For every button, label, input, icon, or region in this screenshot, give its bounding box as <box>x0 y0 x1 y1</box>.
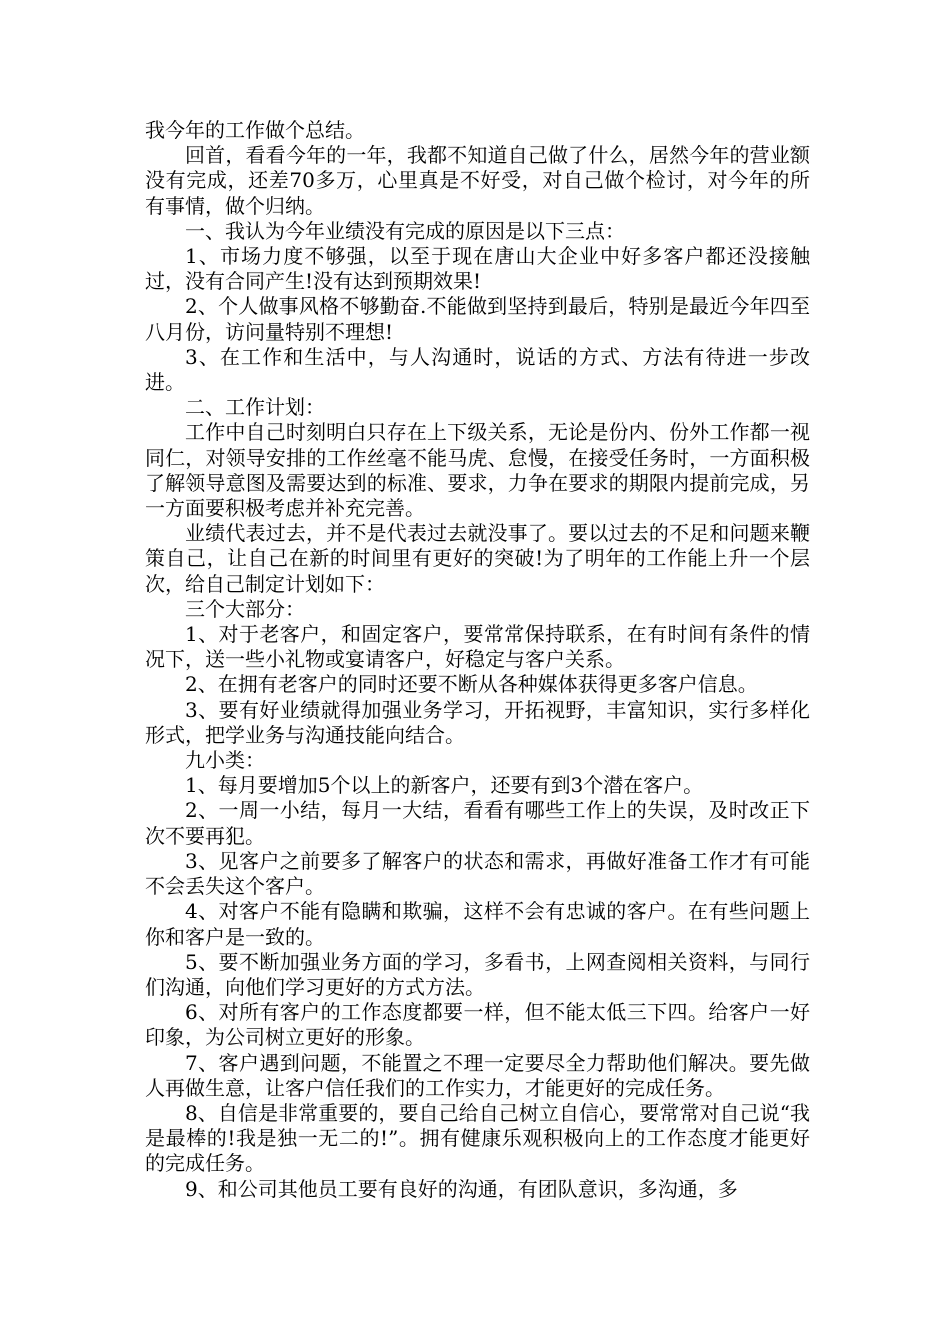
nine-item-5: 5、要不断加强业务方面的学习，多看书，上网查阅相关资料，与同行们沟通，向他们学习更好的方式方法。 <box>145 949 810 999</box>
nine-item-7: 7、客户遇到问题，不能置之不理一定要尽全力帮助他们解决。要先做人再做生意，让客户信任我们的工作实力，才能更好的完成任务。 <box>145 1050 810 1100</box>
nine-item-8: 8、自信是非常重要的，要自己给自己树立自信心，要常常对自己说“我是最棒的!我是独一无二的!”。拥有健康乐观积极向上的工作态度才能更好的完成任务。 <box>145 1100 810 1176</box>
nine-item-1: 1、每月要增加5个以上的新客户，还要有到3个潜在客户。 <box>185 773 704 798</box>
nine-item-6: 6、对所有客户的工作态度都要一样，但不能太低三下四。给客户一好印象，为公司树立更好的形象。 <box>145 1000 810 1050</box>
reason-item-2: 2、个人做事风格不够勤奋.不能做到坚持到最后，特别是最近今年四至八月份，访问量特别不理想! <box>145 294 810 344</box>
nine-item-2: 2、一周一小结，每月一大结，看看有哪些工作上的失误，及时改正下次不要再犯。 <box>145 798 810 848</box>
section-heading-reasons: 一、我认为今年业绩没有完成的原因是以下三点： <box>185 218 625 243</box>
paragraph-work-attitude: 工作中自己时刻明白只存在上下级关系，无论是份内、份外工作都一视同仁，对领导安排的工作丝毫不能马虎、怠慢，在接受任务时，一方面积极了解领导意图及需要达到的标准、要求，力争在要求的期限内提前完成，另一方面要积极考虑并补充完善。 <box>145 420 810 521</box>
reason-item-1: 1、市场力度不够强，以至于现在唐山大企业中好多客户都还没接触过，没有合同产生!没有达到预期效果! <box>145 244 810 294</box>
nine-item-4: 4、对客户不能有隐瞒和欺骗，这样不会有忠诚的客户。在有些问题上你和客户是一致的。 <box>145 899 810 949</box>
document-body <box>145 118 810 1202</box>
section-heading-plan: 二、工作计划： <box>185 395 325 420</box>
part-item-2: 2、在拥有老客户的同时还要不断从各种媒体获得更多客户信息。 <box>185 672 758 697</box>
paragraph-performance: 业绩代表过去，并不是代表过去就没事了。要以过去的不足和问题来鞭策自己，让自己在新的时间里有更好的突破!为了明年的工作能上升一个层次，给自己制定计划如下： <box>145 521 810 596</box>
paragraph-intro: 我今年的工作做个总结。 <box>145 118 365 142</box>
paragraph-review: 回首，看看今年的一年，我都不知道自己做了什么，居然今年的营业额没有完成，还差70多万，心里真是不好受，对自己做个检讨，对今年的所有事情，做个归纳。 <box>145 143 810 218</box>
part-item-1: 1、对于老客户，和固定客户，要常常保持联系，在有时间有条件的情况下，送一些小礼物或宴请客户，好稳定与客户关系。 <box>145 622 810 672</box>
subheading-three-parts: 三个大部分： <box>185 596 305 621</box>
part-item-3: 3、要有好业绩就得加强业务学习，开拓视野，丰富知识，实行多样化形式，把学业务与沟通技能向结合。 <box>145 697 810 747</box>
reason-item-3: 3、在工作和生活中，与人沟通时，说话的方式、方法有待进一步改进。 <box>145 344 810 395</box>
subheading-nine-items: 九小类： <box>185 748 265 773</box>
nine-item-3: 3、见客户之前要多了解客户的状态和需求，再做好准备工作才有可能不会丢失这个客户。 <box>145 848 810 899</box>
nine-item-9: 9、和公司其他员工要有良好的沟通，有团队意识，多沟通，多 <box>185 1176 738 1201</box>
